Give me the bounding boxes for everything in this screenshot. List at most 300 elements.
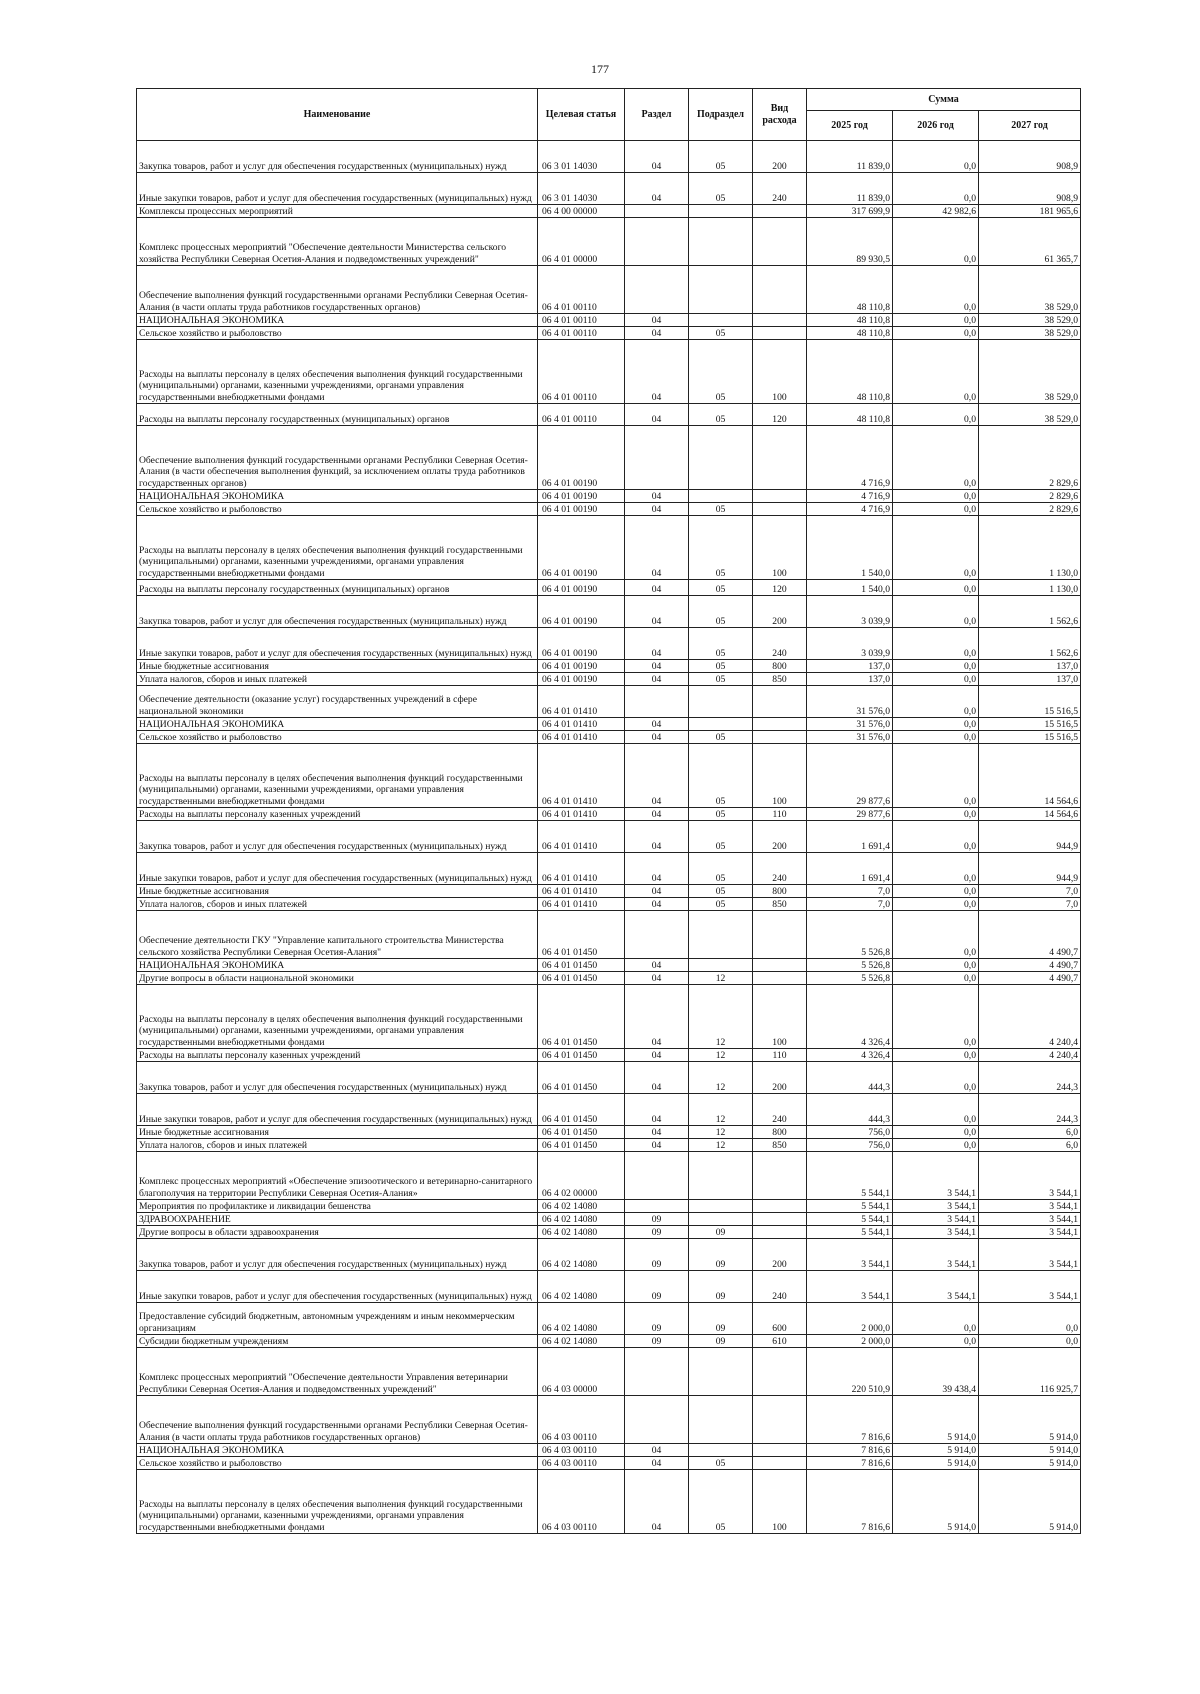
row-subsection: 12 [689, 1049, 753, 1062]
row-expense-type: 200 [753, 1239, 807, 1271]
row-expense-type [753, 327, 807, 340]
header-2027: 2027 год [979, 111, 1081, 141]
row-name: Субсидии бюджетным учреждениям [137, 1335, 538, 1348]
table-row [137, 853, 1081, 885]
row-sum-2027: 5 914,0 [979, 1444, 1081, 1457]
row-subsection: 12 [689, 972, 753, 985]
row-sum-2027: 15 516,5 [979, 718, 1081, 731]
row-sum-2025: 4 716,9 [807, 426, 893, 490]
row-target-code: 06 4 01 01450 [538, 1049, 625, 1062]
row-section: 09 [625, 1226, 689, 1239]
row-expense-type [753, 1200, 807, 1213]
table-row [137, 911, 1081, 959]
row-name: Расходы на выплаты персоналу казенных учреждений [137, 1049, 538, 1062]
row-section: 04 [625, 959, 689, 972]
row-expense-type [753, 426, 807, 490]
row-expense-type: 850 [753, 1139, 807, 1152]
row-sum-2025: 756,0 [807, 1139, 893, 1152]
row-subsection: 05 [689, 503, 753, 516]
row-expense-type: 240 [753, 1271, 807, 1303]
row-sum-2026: 0,0 [893, 686, 979, 718]
row-sum-2026: 5 914,0 [893, 1470, 979, 1534]
row-sum-2026: 0,0 [893, 853, 979, 885]
table-row [137, 718, 1081, 731]
row-sum-2026: 0,0 [893, 985, 979, 1049]
row-subsection: 05 [689, 1457, 753, 1470]
row-target-code: 06 4 01 01450 [538, 1094, 625, 1126]
row-expense-type [753, 686, 807, 718]
row-target-code: 06 4 01 00190 [538, 628, 625, 660]
row-sum-2026: 0,0 [893, 744, 979, 808]
row-sum-2026: 3 544,1 [893, 1152, 979, 1200]
row-subsection [689, 959, 753, 972]
row-target-code: 06 4 01 00000 [538, 218, 625, 266]
row-expense-type [753, 972, 807, 985]
row-target-code: 06 4 02 14080 [538, 1239, 625, 1271]
table-row [137, 1396, 1081, 1444]
row-name: Закупка товаров, работ и услуг для обеспечения государственных (муниципальных) нужд [137, 1062, 538, 1094]
row-section: 04 [625, 503, 689, 516]
row-target-code: 06 4 01 00190 [538, 580, 625, 596]
row-section: 04 [625, 731, 689, 744]
row-sum-2025: 7 816,6 [807, 1396, 893, 1444]
row-sum-2027: 5 914,0 [979, 1457, 1081, 1470]
row-sum-2026: 0,0 [893, 173, 979, 205]
row-target-code: 06 4 01 00190 [538, 596, 625, 628]
row-section: 09 [625, 1335, 689, 1348]
table-row [137, 1062, 1081, 1094]
row-name: Иные бюджетные ассигнования [137, 1126, 538, 1139]
row-target-code: 06 4 01 01450 [538, 1139, 625, 1152]
row-section [625, 1200, 689, 1213]
row-sum-2026: 0,0 [893, 959, 979, 972]
row-target-code: 06 4 01 00110 [538, 266, 625, 314]
row-name: Обеспечение выполнения функций государственными органами Республики Северная Осетия-Алания (в части обеспечения выполнения функций, за исключением оплаты труда работников государственных органов) [137, 426, 538, 490]
row-expense-type: 200 [753, 596, 807, 628]
row-sum-2026: 0,0 [893, 628, 979, 660]
table-row [137, 1126, 1081, 1139]
row-expense-type [753, 911, 807, 959]
row-sum-2025: 1 540,0 [807, 580, 893, 596]
row-sum-2026: 0,0 [893, 218, 979, 266]
row-section [625, 686, 689, 718]
table-body [137, 141, 1081, 1534]
row-expense-type [753, 266, 807, 314]
row-target-code: 06 4 01 01450 [538, 911, 625, 959]
row-expense-type: 800 [753, 1126, 807, 1139]
row-subsection: 05 [689, 885, 753, 898]
table-row [137, 1335, 1081, 1348]
row-name: Обеспечение выполнения функций государственными органами Республики Северная Осетия-Алания (в части оплаты труда работников государственных органов) [137, 1396, 538, 1444]
row-expense-type [753, 1457, 807, 1470]
row-name: Закупка товаров, работ и услуг для обеспечения государственных (муниципальных) нужд [137, 596, 538, 628]
row-subsection: 09 [689, 1303, 753, 1335]
row-name: НАЦИОНАЛЬНАЯ ЭКОНОМИКА [137, 1444, 538, 1457]
table-row [137, 898, 1081, 911]
header-name: Наименование [137, 89, 538, 141]
row-section [625, 911, 689, 959]
row-target-code: 06 4 01 01450 [538, 972, 625, 985]
row-section [625, 1396, 689, 1444]
row-sum-2027: 4 240,4 [979, 1049, 1081, 1062]
row-sum-2027: 14 564,6 [979, 808, 1081, 821]
row-subsection: 12 [689, 985, 753, 1049]
row-sum-2026: 0,0 [893, 1303, 979, 1335]
row-target-code: 06 4 01 00110 [538, 327, 625, 340]
row-expense-type: 240 [753, 853, 807, 885]
row-target-code: 06 3 01 14030 [538, 141, 625, 173]
row-sum-2025: 5 544,1 [807, 1213, 893, 1226]
row-sum-2026: 0,0 [893, 718, 979, 731]
row-sum-2027: 116 925,7 [979, 1348, 1081, 1396]
row-section: 04 [625, 718, 689, 731]
row-section [625, 266, 689, 314]
row-sum-2025: 4 716,9 [807, 503, 893, 516]
row-sum-2026: 0,0 [893, 266, 979, 314]
row-subsection: 05 [689, 628, 753, 660]
row-sum-2025: 4 326,4 [807, 1049, 893, 1062]
row-subsection [689, 205, 753, 218]
row-sum-2025: 29 877,6 [807, 744, 893, 808]
row-name: Комплекс процессных мероприятий «Обеспечение эпизоотического и ветеринарно-санитарного благополучия на территории Республики Северная Осетия-Алания» [137, 1152, 538, 1200]
row-target-code: 06 4 03 00110 [538, 1470, 625, 1534]
row-target-code: 06 4 00 00000 [538, 205, 625, 218]
row-sum-2025: 756,0 [807, 1126, 893, 1139]
row-target-code: 06 4 01 01410 [538, 744, 625, 808]
row-target-code: 06 4 02 14080 [538, 1226, 625, 1239]
row-sum-2026: 3 544,1 [893, 1239, 979, 1271]
row-sum-2027: 38 529,0 [979, 314, 1081, 327]
row-target-code: 06 4 01 01410 [538, 898, 625, 911]
row-sum-2026: 0,0 [893, 327, 979, 340]
row-name: Расходы на выплаты персоналу государственных (муниципальных) органов [137, 580, 538, 596]
row-sum-2026: 0,0 [893, 911, 979, 959]
row-sum-2025: 137,0 [807, 673, 893, 686]
row-sum-2027: 4 490,7 [979, 959, 1081, 972]
row-sum-2025: 89 930,5 [807, 218, 893, 266]
row-sum-2026: 0,0 [893, 821, 979, 853]
row-section: 04 [625, 1094, 689, 1126]
row-sum-2026: 0,0 [893, 1094, 979, 1126]
header-target: Целевая статья [538, 89, 625, 141]
row-section: 04 [625, 490, 689, 503]
row-sum-2027: 14 564,6 [979, 744, 1081, 808]
row-section: 04 [625, 898, 689, 911]
row-sum-2025: 3 544,1 [807, 1239, 893, 1271]
table-row [137, 490, 1081, 503]
row-sum-2027: 0,0 [979, 1335, 1081, 1348]
table-row [137, 673, 1081, 686]
row-name: Уплата налогов, сборов и иных платежей [137, 898, 538, 911]
row-section: 09 [625, 1303, 689, 1335]
row-sum-2025: 444,3 [807, 1094, 893, 1126]
row-sum-2027: 908,9 [979, 141, 1081, 173]
row-name: Иные закупки товаров, работ и услуг для обеспечения государственных (муниципальных) нужд [137, 1271, 538, 1303]
table-row [137, 972, 1081, 985]
table-row [137, 1457, 1081, 1470]
row-target-code: 06 4 02 14080 [538, 1200, 625, 1213]
row-expense-type [753, 959, 807, 972]
row-subsection: 12 [689, 1126, 753, 1139]
row-subsection: 05 [689, 673, 753, 686]
row-expense-type [753, 1396, 807, 1444]
row-sum-2027: 944,9 [979, 853, 1081, 885]
row-subsection: 05 [689, 660, 753, 673]
row-sum-2025: 5 526,8 [807, 911, 893, 959]
row-subsection [689, 266, 753, 314]
row-expense-type: 850 [753, 898, 807, 911]
table-row [137, 173, 1081, 205]
row-name: Расходы на выплаты персоналу в целях обеспечения выполнения функций государственными (муниципальными) органами, казенными учреждениями, органами управления государственными внебюджетными фондами [137, 744, 538, 808]
row-sum-2025: 4 326,4 [807, 985, 893, 1049]
row-subsection [689, 1444, 753, 1457]
row-section [625, 218, 689, 266]
row-expense-type [753, 1348, 807, 1396]
row-expense-type: 850 [753, 673, 807, 686]
row-target-code: 06 4 02 00000 [538, 1152, 625, 1200]
table-row [137, 218, 1081, 266]
row-section: 04 [625, 516, 689, 580]
row-target-code: 06 4 01 01450 [538, 959, 625, 972]
row-sum-2025: 1 691,4 [807, 821, 893, 853]
table-row [137, 660, 1081, 673]
row-subsection [689, 1396, 753, 1444]
row-section: 09 [625, 1239, 689, 1271]
row-sum-2026: 42 982,6 [893, 205, 979, 218]
row-subsection [689, 911, 753, 959]
row-sum-2025: 11 839,0 [807, 141, 893, 173]
row-sum-2026: 3 544,1 [893, 1271, 979, 1303]
row-name: Уплата налогов, сборов и иных платежей [137, 1139, 538, 1152]
row-sum-2025: 31 576,0 [807, 731, 893, 744]
row-name: Расходы на выплаты персоналу в целях обеспечения выполнения функций государственными (муниципальными) органами, казенными учреждениями, органами управления государственными внебюджетными фондами [137, 1470, 538, 1534]
row-sum-2026: 3 544,1 [893, 1200, 979, 1213]
row-sum-2026: 5 914,0 [893, 1457, 979, 1470]
row-subsection: 05 [689, 744, 753, 808]
row-name: Сельское хозяйство и рыболовство [137, 731, 538, 744]
row-sum-2027: 7,0 [979, 885, 1081, 898]
row-sum-2025: 5 544,1 [807, 1200, 893, 1213]
row-sum-2025: 7 816,6 [807, 1444, 893, 1457]
row-section: 04 [625, 673, 689, 686]
row-expense-type: 200 [753, 821, 807, 853]
row-name: Сельское хозяйство и рыболовство [137, 1457, 538, 1470]
row-sum-2026: 3 544,1 [893, 1213, 979, 1226]
row-sum-2025: 5 544,1 [807, 1152, 893, 1200]
row-sum-2027: 3 544,1 [979, 1152, 1081, 1200]
row-section: 04 [625, 985, 689, 1049]
row-target-code: 06 4 01 01450 [538, 985, 625, 1049]
row-section: 04 [625, 1457, 689, 1470]
row-name: Другие вопросы в области здравоохранения [137, 1226, 538, 1239]
row-subsection: 05 [689, 340, 753, 404]
row-sum-2027: 944,9 [979, 821, 1081, 853]
row-sum-2026: 0,0 [893, 426, 979, 490]
row-sum-2026: 0,0 [893, 1062, 979, 1094]
row-name: Уплата налогов, сборов и иных платежей [137, 673, 538, 686]
row-sum-2025: 5 526,8 [807, 959, 893, 972]
row-section: 04 [625, 327, 689, 340]
row-target-code: 06 4 02 14080 [538, 1303, 625, 1335]
table-row [137, 516, 1081, 580]
row-name: Иные бюджетные ассигнования [137, 660, 538, 673]
row-expense-type [753, 718, 807, 731]
row-sum-2025: 7 816,6 [807, 1457, 893, 1470]
row-sum-2025: 48 110,8 [807, 266, 893, 314]
row-sum-2025: 31 576,0 [807, 718, 893, 731]
row-subsection: 09 [689, 1239, 753, 1271]
row-section [625, 205, 689, 218]
row-sum-2027: 137,0 [979, 660, 1081, 673]
row-target-code: 06 4 01 00110 [538, 340, 625, 404]
row-section: 04 [625, 580, 689, 596]
row-section: 04 [625, 404, 689, 426]
row-target-code: 06 4 02 14080 [538, 1213, 625, 1226]
row-sum-2027: 3 544,1 [979, 1271, 1081, 1303]
table-row [137, 959, 1081, 972]
row-target-code: 06 4 01 01410 [538, 808, 625, 821]
row-sum-2027: 1 562,6 [979, 596, 1081, 628]
row-sum-2026: 0,0 [893, 580, 979, 596]
row-subsection: 05 [689, 516, 753, 580]
row-sum-2026: 5 914,0 [893, 1444, 979, 1457]
table-row [137, 1239, 1081, 1271]
row-expense-type: 100 [753, 985, 807, 1049]
row-section: 04 [625, 173, 689, 205]
row-section: 04 [625, 1470, 689, 1534]
row-sum-2025: 5 544,1 [807, 1226, 893, 1239]
row-sum-2027: 908,9 [979, 173, 1081, 205]
row-sum-2025: 2 000,0 [807, 1335, 893, 1348]
row-sum-2027: 6,0 [979, 1126, 1081, 1139]
row-sum-2027: 181 965,6 [979, 205, 1081, 218]
row-sum-2027: 137,0 [979, 673, 1081, 686]
row-sum-2027: 3 544,1 [979, 1213, 1081, 1226]
row-subsection: 09 [689, 1226, 753, 1239]
row-expense-type: 610 [753, 1335, 807, 1348]
row-sum-2026: 0,0 [893, 1335, 979, 1348]
table-row [137, 404, 1081, 426]
table-row [137, 1200, 1081, 1213]
row-name: Другие вопросы в области национальной экономики [137, 972, 538, 985]
row-name: Комплексы процессных мероприятий [137, 205, 538, 218]
row-sum-2026: 0,0 [893, 490, 979, 503]
row-target-code: 06 4 03 00110 [538, 1457, 625, 1470]
row-sum-2025: 1 691,4 [807, 853, 893, 885]
row-expense-type: 600 [753, 1303, 807, 1335]
row-section: 04 [625, 1444, 689, 1457]
row-name: Иные закупки товаров, работ и услуг для обеспечения государственных (муниципальных) нужд [137, 628, 538, 660]
row-sum-2025: 3 039,9 [807, 628, 893, 660]
row-section: 04 [625, 340, 689, 404]
row-sum-2026: 0,0 [893, 660, 979, 673]
row-target-code: 06 4 01 01410 [538, 686, 625, 718]
row-sum-2027: 7,0 [979, 898, 1081, 911]
row-target-code: 06 3 01 14030 [538, 173, 625, 205]
row-section: 04 [625, 628, 689, 660]
table-row [137, 327, 1081, 340]
row-name: Сельское хозяйство и рыболовство [137, 503, 538, 516]
table-row [137, 985, 1081, 1049]
row-target-code: 06 4 01 01410 [538, 731, 625, 744]
row-name: Закупка товаров, работ и услуг для обеспечения государственных (муниципальных) нужд [137, 141, 538, 173]
row-expense-type [753, 1213, 807, 1226]
row-name: Комплекс процессных мероприятий "Обеспечение деятельности Управления ветеринарии Республики Северная Осетия-Алания и подведомственных учреждений" [137, 1348, 538, 1396]
row-target-code: 06 4 01 00110 [538, 314, 625, 327]
page-number: 177 [591, 62, 609, 76]
row-sum-2027: 38 529,0 [979, 327, 1081, 340]
table-row [137, 1226, 1081, 1239]
row-target-code: 06 4 01 01410 [538, 718, 625, 731]
table-row [137, 1470, 1081, 1534]
row-sum-2027: 6,0 [979, 1139, 1081, 1152]
table-row [137, 1049, 1081, 1062]
row-expense-type [753, 503, 807, 516]
row-sum-2027: 4 240,4 [979, 985, 1081, 1049]
row-sum-2027: 4 490,7 [979, 972, 1081, 985]
row-section: 04 [625, 821, 689, 853]
row-subsection: 05 [689, 580, 753, 596]
row-expense-type [753, 205, 807, 218]
row-name: Закупка товаров, работ и услуг для обеспечения государственных (муниципальных) нужд [137, 1239, 538, 1271]
row-name: НАЦИОНАЛЬНАЯ ЭКОНОМИКА [137, 314, 538, 327]
row-sum-2026: 0,0 [893, 404, 979, 426]
row-subsection: 12 [689, 1139, 753, 1152]
table-row [137, 141, 1081, 173]
row-sum-2025: 1 540,0 [807, 516, 893, 580]
row-target-code: 06 4 03 00000 [538, 1348, 625, 1396]
row-sum-2025: 3 544,1 [807, 1271, 893, 1303]
row-expense-type [753, 1226, 807, 1239]
row-name: Закупка товаров, работ и услуг для обеспечения государственных (муниципальных) нужд [137, 821, 538, 853]
header-expense-type: Вид расхода [753, 89, 807, 141]
header-subsection: Подраздел [689, 89, 753, 141]
row-expense-type [753, 218, 807, 266]
row-name: Иные закупки товаров, работ и услуг для обеспечения государственных (муниципальных) нужд [137, 173, 538, 205]
row-target-code: 06 4 01 01450 [538, 1126, 625, 1139]
header-section: Раздел [625, 89, 689, 141]
table-row [137, 340, 1081, 404]
row-sum-2027: 1 562,6 [979, 628, 1081, 660]
row-sum-2026: 0,0 [893, 1126, 979, 1139]
table-row [137, 1271, 1081, 1303]
table-row [137, 808, 1081, 821]
row-target-code: 06 4 01 00190 [538, 660, 625, 673]
row-expense-type [753, 731, 807, 744]
row-sum-2026: 0,0 [893, 1049, 979, 1062]
row-expense-type: 800 [753, 660, 807, 673]
row-section: 04 [625, 1062, 689, 1094]
row-sum-2025: 5 526,8 [807, 972, 893, 985]
row-sum-2025: 444,3 [807, 1062, 893, 1094]
row-target-code: 06 4 01 01410 [538, 853, 625, 885]
row-sum-2027: 4 490,7 [979, 911, 1081, 959]
row-subsection: 05 [689, 1470, 753, 1534]
table-row [137, 1152, 1081, 1200]
row-subsection: 05 [689, 821, 753, 853]
row-sum-2027: 61 365,7 [979, 218, 1081, 266]
row-sum-2025: 2 000,0 [807, 1303, 893, 1335]
row-target-code: 06 4 01 00190 [538, 426, 625, 490]
row-name: НАЦИОНАЛЬНАЯ ЭКОНОМИКА [137, 959, 538, 972]
row-sum-2027: 38 529,0 [979, 266, 1081, 314]
row-sum-2026: 5 914,0 [893, 1396, 979, 1444]
row-name: Расходы на выплаты персоналу в целях обеспечения выполнения функций государственными (муниципальными) органами, казенными учреждениями, органами управления государственными внебюджетными фондами [137, 340, 538, 404]
table-row [137, 1303, 1081, 1335]
row-section: 04 [625, 141, 689, 173]
row-name: Обеспечение выполнения функций государственными органами Республики Северная Осетия-Алания (в части оплаты труда работников государственных органов) [137, 266, 538, 314]
row-sum-2026: 0,0 [893, 673, 979, 686]
